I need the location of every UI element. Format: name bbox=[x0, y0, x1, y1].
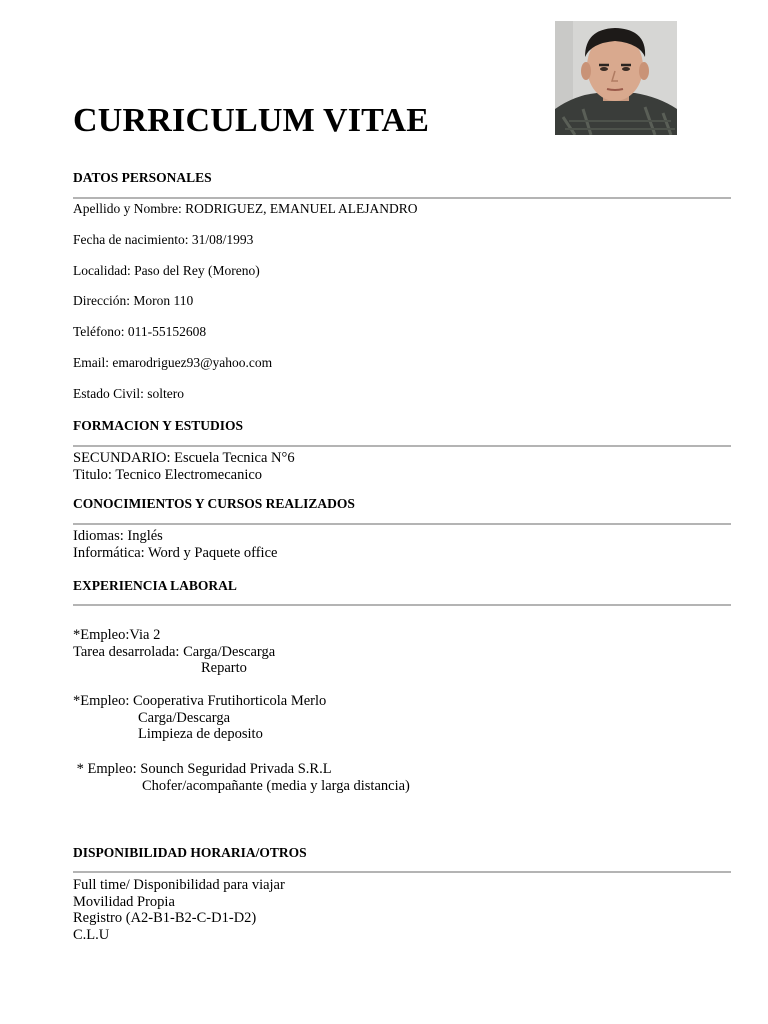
job-entry bbox=[73, 627, 275, 677]
section-divider bbox=[73, 871, 731, 873]
availability-line: Movilidad Propia bbox=[73, 893, 175, 910]
personal-field-birthdate: Fecha de nacimiento: 31/08/1993 bbox=[73, 232, 254, 247]
personal-field-locality: Localidad: Paso del Rey (Moreno) bbox=[73, 263, 260, 278]
section-heading-availability: DISPONIBILIDAD HORARIA/OTROS bbox=[73, 845, 307, 860]
section-divider bbox=[73, 604, 731, 606]
job-entry bbox=[73, 693, 326, 743]
section-divider bbox=[73, 445, 731, 447]
job-task: Tarea desarrolada: Carga/Descarga bbox=[73, 643, 276, 660]
profile-photo-illustration bbox=[555, 21, 677, 135]
personal-field-marital-status: Estado Civil: soltero bbox=[73, 386, 184, 401]
job-task: Reparto bbox=[201, 660, 247, 676]
section-divider bbox=[73, 523, 731, 525]
section-heading-personal: DATOS PERSONALES bbox=[73, 170, 212, 185]
job-title: *Empleo:Via 2 bbox=[73, 627, 161, 643]
education-block bbox=[73, 450, 295, 483]
availability-line: Full time/ Disponibilidad para viajar bbox=[73, 877, 285, 893]
job-title: *Empleo: Cooperativa Frutihorticola Merlo bbox=[73, 693, 327, 709]
job-entry bbox=[73, 761, 410, 794]
job-task: Limpieza de deposito bbox=[138, 726, 263, 742]
section-heading-education: FORMACION Y ESTUDIOS bbox=[73, 418, 244, 433]
section-heading-skills: CONOCIMIENTOS Y CURSOS REALIZADOS bbox=[73, 496, 355, 511]
job-title: * Empleo: Sounch Seguridad Privada S.R.L bbox=[73, 761, 332, 777]
personal-field-address: Dirección: Moron 110 bbox=[73, 293, 194, 308]
availability-block bbox=[73, 877, 285, 943]
section-divider bbox=[73, 197, 731, 199]
personal-field-phone: Teléfono: 011-55152608 bbox=[73, 324, 207, 339]
document-title: CURRICULUM VITAE bbox=[73, 102, 430, 139]
job-task: Chofer/acompañante (media y larga distancia) bbox=[142, 777, 410, 794]
profile-photo bbox=[555, 21, 677, 135]
skills-line: Informática: Word y Paquete office bbox=[73, 544, 278, 561]
availability-line: Registro (A2-B1-B2-C-D1-D2) bbox=[73, 910, 257, 926]
personal-field-email: Email: emarodriguez93@yahoo.com bbox=[73, 355, 273, 370]
skills-block bbox=[73, 528, 277, 561]
education-line: Titulo: Tecnico Electromecanico bbox=[73, 466, 263, 483]
availability-line: C.L.U bbox=[73, 926, 110, 943]
skills-line: Idiomas: Inglés bbox=[73, 528, 163, 544]
job-task: Carga/Descarga bbox=[138, 709, 231, 726]
education-line: SECUNDARIO: Escuela Tecnica N°6 bbox=[73, 450, 295, 466]
personal-field-name: Apellido y Nombre: RODRIGUEZ, EMANUEL ALEJANDRO bbox=[73, 201, 418, 216]
section-heading-experience: EXPERIENCIA LABORAL bbox=[73, 578, 237, 593]
